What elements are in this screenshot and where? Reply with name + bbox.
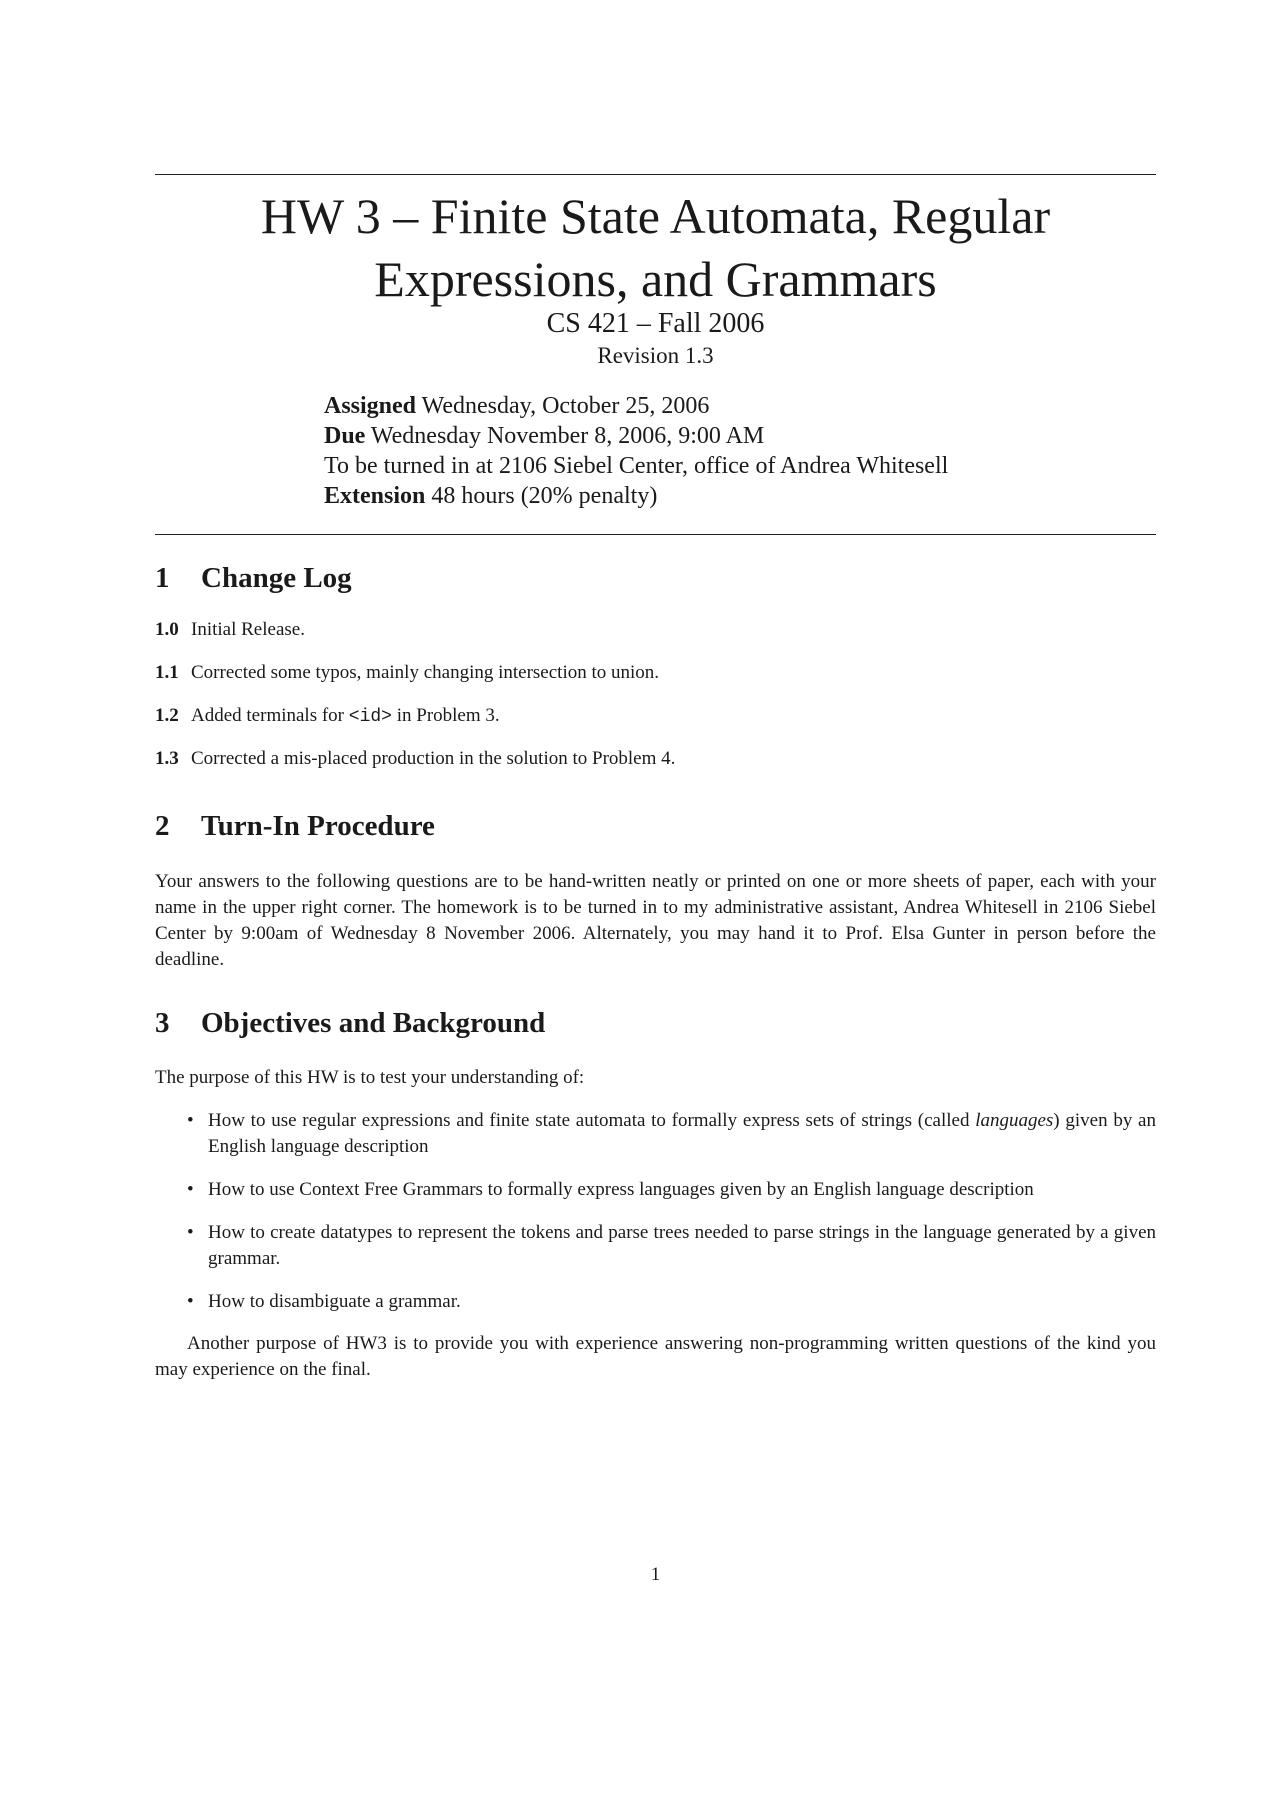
changelog-code: <id>	[348, 707, 392, 727]
top-rule	[155, 174, 1156, 175]
assigned-value: Wednesday, October 25, 2006	[416, 393, 710, 419]
extension-value: 48 hours (20% penalty)	[425, 483, 658, 509]
page-number: 1	[650, 1564, 661, 1585]
changelog-text-after: in Problem 3.	[391, 705, 500, 726]
section-title: Turn-In Procedure	[201, 810, 435, 842]
section-number: 2	[155, 810, 170, 842]
section-title: Objectives and Background	[201, 1007, 546, 1039]
section-number: 1	[155, 562, 170, 594]
emphasis: languages	[975, 1110, 1054, 1131]
list-item	[155, 1108, 1156, 1160]
changelog-text: Initial Release.	[191, 619, 305, 640]
changelog-entry	[155, 619, 305, 641]
list-item	[155, 1177, 1156, 1203]
title-line-2: Expressions, and Grammars	[374, 251, 937, 307]
list-item-text-part: How to use regular expressions and finite state automata to formally express sets of strings (called	[208, 1110, 976, 1131]
revision-label: Revision 1.3	[597, 343, 714, 368]
due-line	[324, 421, 764, 451]
changelog-entry	[155, 748, 675, 770]
bullet-dot: •	[187, 1179, 194, 1200]
extension-line	[324, 481, 657, 511]
assigned-line	[324, 391, 709, 421]
course-subtitle: CS 421 – Fall 2006	[546, 308, 765, 339]
objectives-closing: Another purpose of HW3 is to provide you with experience answering non-programming written questions of the kind you may experience on the final.	[155, 1333, 1156, 1380]
objectives-intro: The purpose of this HW is to test your understanding of:	[155, 1067, 585, 1088]
changelog-version: 1.1	[155, 662, 179, 683]
bottom-rule	[155, 534, 1156, 535]
list-item-text: How to use Context Free Grammars to formally express languages given by an English language description	[208, 1179, 1034, 1200]
list-item-text-part: ) given by an English language description	[208, 1110, 1156, 1157]
section-number: 3	[155, 1007, 170, 1039]
changelog-text: Added terminals for	[191, 705, 349, 726]
changelog-version: 1.3	[155, 748, 179, 769]
title-line-1: HW 3 – Finite State Automata, Regular	[260, 188, 1051, 244]
section-heading-objectives	[155, 1007, 545, 1040]
bullet-dot: •	[187, 1222, 194, 1243]
changelog-text: Corrected a mis-placed production in the solution to Problem 4.	[191, 748, 676, 769]
due-value: Wednesday November 8, 2006, 9:00 AM	[365, 423, 765, 449]
due-label: Due	[324, 423, 366, 449]
assigned-label: Assigned	[324, 393, 417, 419]
changelog-text: Corrected some typos, mainly changing intersection to union.	[191, 662, 660, 683]
section-heading-changelog	[155, 562, 352, 595]
list-item-text: How to disambiguate a grammar.	[208, 1291, 461, 1312]
list-item-text	[208, 1108, 1156, 1160]
section-heading-turnin	[155, 810, 435, 843]
turnin-paragraph: Your answers to the following questions are to be hand-written neatly or printed on one or more sheets of paper, each with your name in the upper right corner. The homework is to be turned in to my administrative assistant, Andrea Whitesell in 2106 Siebel Center by 9:00am of Wednesday 8 November 2006. Alternately, you may hand it to Prof. Elsa Gunter in person before the deadline.	[155, 871, 1156, 970]
list-item	[155, 1220, 1156, 1272]
bullet-dot: •	[187, 1291, 194, 1312]
bullet-dot: •	[187, 1110, 194, 1131]
section-title: Change Log	[201, 562, 352, 594]
changelog-entry	[155, 662, 659, 684]
turn-in-line: To be turned in at 2106 Siebel Center, office of Andrea Whitesell	[324, 453, 949, 479]
extension-label: Extension	[324, 483, 426, 509]
list-item-text: How to create datatypes to represent the tokens and parse trees needed to parse strings in the language generated by a given grammar.	[208, 1222, 1156, 1269]
changelog-version: 1.0	[155, 619, 179, 640]
changelog-entry	[155, 705, 500, 727]
changelog-version: 1.2	[155, 705, 179, 726]
list-item	[155, 1289, 1156, 1315]
